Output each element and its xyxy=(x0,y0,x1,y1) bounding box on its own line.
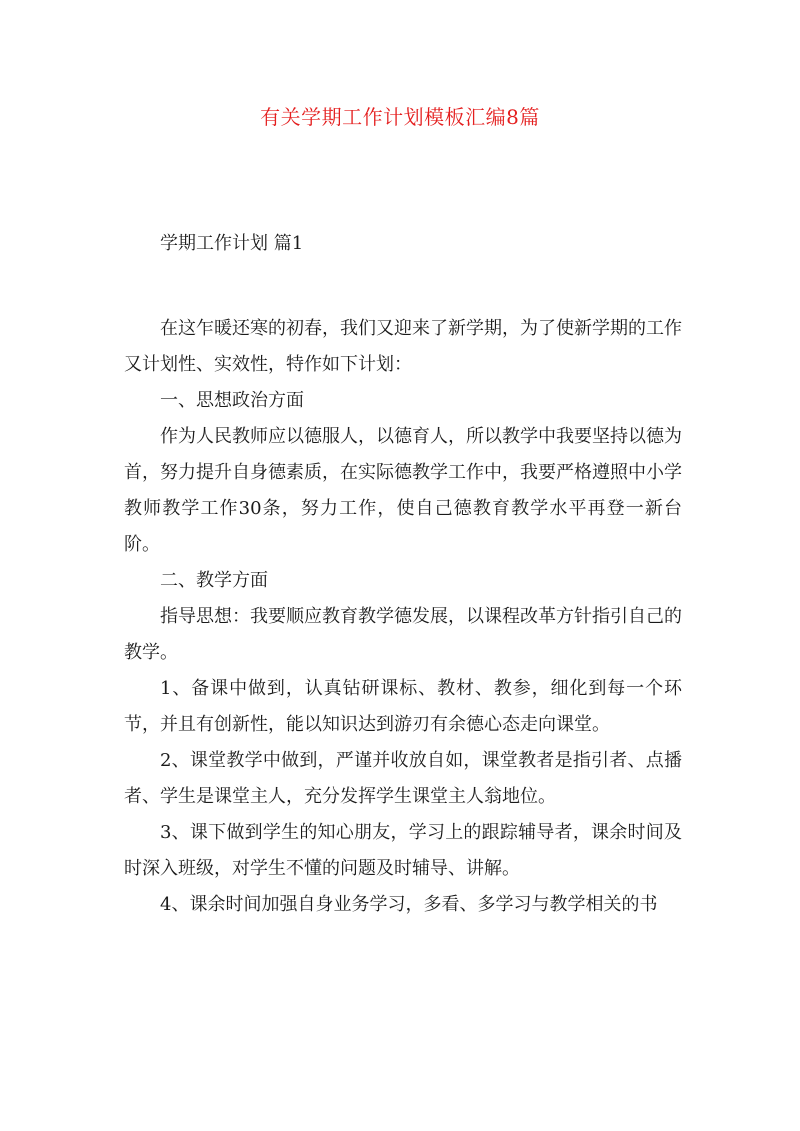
paragraph: 一、思想政治方面 xyxy=(160,390,304,411)
paragraph: 在这乍暖还寒的初春，我们又迎来了新学期，为了使新学期的工作又计划性、实效性，特作如下计划： xyxy=(124,318,682,375)
paragraph: 3、课下做到学生的知心朋友，学习上的跟踪辅导者，课余时间及时深入班级，对学生不懂的问题及时辅导、讲解。 xyxy=(124,822,682,879)
paragraph: 1、备课中做到，认真钻研课标、教材、教参，细化到每一个环节，并且有创新性，能以知识达到游刃有余德心态走向课堂。 xyxy=(124,678,682,735)
document-body xyxy=(124,311,682,923)
paragraph: 二、教学方面 xyxy=(160,570,268,591)
paragraph: 2、课堂教学中做到，严谨并收放自如，课堂教者是指引者、点播者、学生是课堂主人，充分发挥学生课堂主人翁地位。 xyxy=(124,750,682,807)
paragraph: 指导思想：我要顺应教育教学德发展，以课程改革方针指引自己的教学。 xyxy=(124,606,682,663)
section-heading: 学期工作计划 篇1 xyxy=(160,233,304,254)
paragraph: 4、课余时间加强自身业务学习，多看、多学习与教学相关的书 xyxy=(160,894,658,915)
paragraph: 作为人民教师应以德服人，以德育人，所以教学中我要坚持以德为首，努力提升自身德素质，在实际德教学工作中，我要严格遵照中小学教师教学工作30条，努力工作，使自己德教育教学水平再登一新台阶。 xyxy=(124,426,682,555)
document-title: 有关学期工作计划模板汇编8篇 xyxy=(260,105,540,129)
